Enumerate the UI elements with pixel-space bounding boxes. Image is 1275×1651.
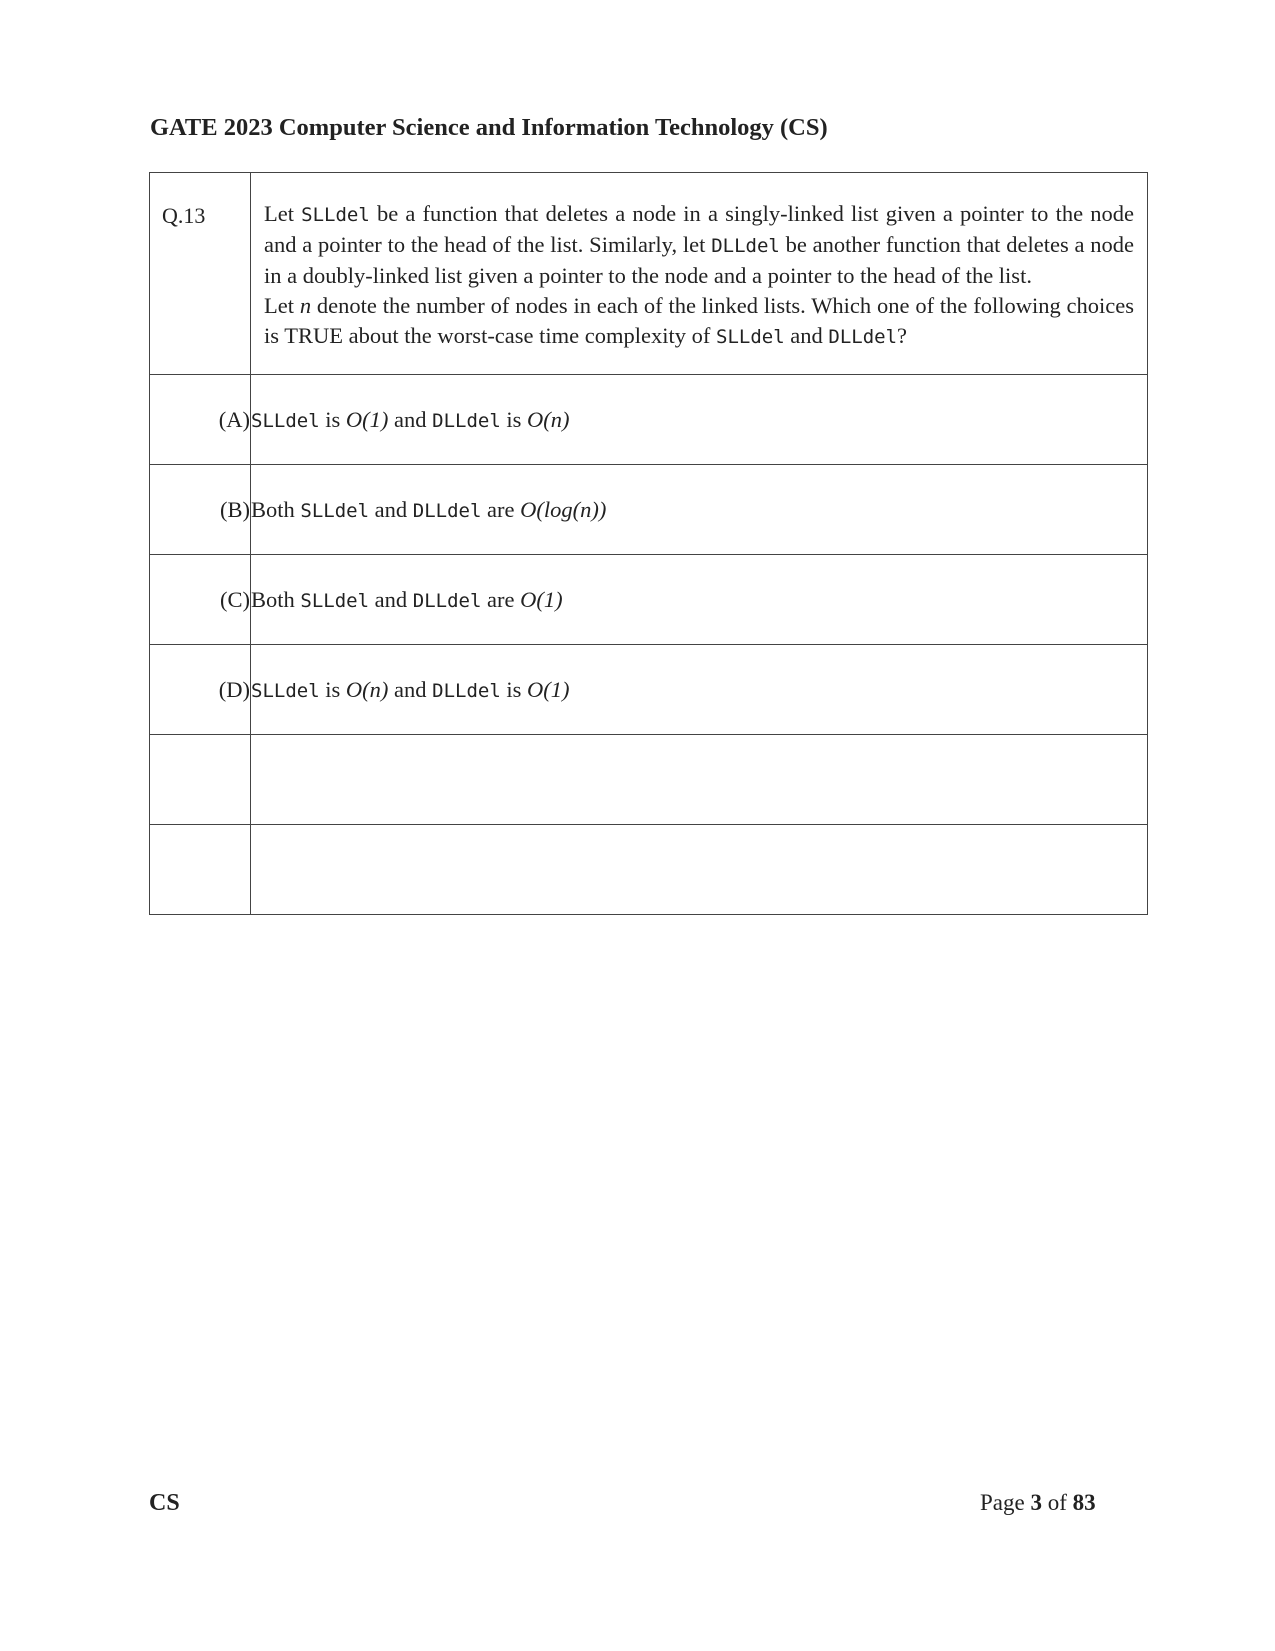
stem-paragraph-1: Let SLLdel be a function that deletes a node in a singly-linked list given a pointer to the node and a pointer to the head of the list. Similarly, let DLLdel be another function that deletes a node in a doubly-linked list given a pointer to the node and a pointer to the head of the list. bbox=[264, 201, 1135, 288]
option-row-a bbox=[150, 375, 1148, 465]
stem-paragraph-2: Let n denote the number of nodes in each of the linked lists. Which one of the following choices is TRUE about the worst-case time complexity of SLLdel and DLLdel? bbox=[264, 293, 1135, 348]
code-dll: DLLdel bbox=[711, 235, 780, 257]
math-expr: O(n) bbox=[345, 676, 389, 702]
question-row bbox=[150, 173, 1148, 375]
option-row-b bbox=[150, 465, 1148, 555]
blank-cell bbox=[150, 825, 251, 915]
total-pages: 83 bbox=[1072, 1490, 1096, 1515]
option-label: (B) bbox=[150, 465, 251, 555]
option-text-d: SLLdel is O(n) and DLLdel is O(1) bbox=[251, 645, 1148, 735]
question-table bbox=[149, 172, 1148, 915]
blank-cell bbox=[251, 735, 1148, 825]
option-row-c bbox=[150, 555, 1148, 645]
option-row-d bbox=[150, 645, 1148, 735]
question-number-cell bbox=[150, 173, 251, 375]
option-label: (A) bbox=[150, 375, 251, 465]
blank-row bbox=[150, 825, 1148, 915]
math-expr: O(n) bbox=[527, 406, 570, 432]
question-stem-cell bbox=[251, 173, 1148, 375]
blank-row bbox=[150, 735, 1148, 825]
footer-page-number: Page 3 of 83 bbox=[980, 1490, 1096, 1515]
option-label: (C) bbox=[150, 555, 251, 645]
math-expr: O(1) bbox=[527, 676, 570, 702]
code-dll: DLLdel bbox=[828, 326, 898, 348]
blank-cell bbox=[251, 825, 1148, 915]
option-text-c: Both SLLdel and DLLdel are O(1) bbox=[251, 555, 1148, 645]
math-expr: O(log(n)) bbox=[520, 496, 607, 522]
footer-paper-code: CS bbox=[149, 1490, 180, 1516]
code-sll: SLLdel bbox=[716, 326, 785, 348]
option-text-b: Both SLLdel and DLLdel are O(log(n)) bbox=[251, 465, 1148, 555]
blank-cell bbox=[150, 735, 251, 825]
option-label: (D) bbox=[150, 645, 251, 735]
page-header-title: GATE 2023 Computer Science and Information Technology (CS) bbox=[150, 114, 828, 141]
question-stem bbox=[251, 173, 1147, 374]
option-text-a: SLLdel is O(1) and DLLdel is O(n) bbox=[251, 375, 1148, 465]
var-n: n bbox=[299, 293, 312, 318]
current-page: 3 bbox=[1030, 1490, 1042, 1515]
question-number: Q.13 bbox=[162, 203, 206, 228]
code-sll: SLLdel bbox=[301, 204, 370, 226]
math-expr: O(1) bbox=[345, 406, 389, 432]
math-expr: O(1) bbox=[520, 586, 563, 612]
